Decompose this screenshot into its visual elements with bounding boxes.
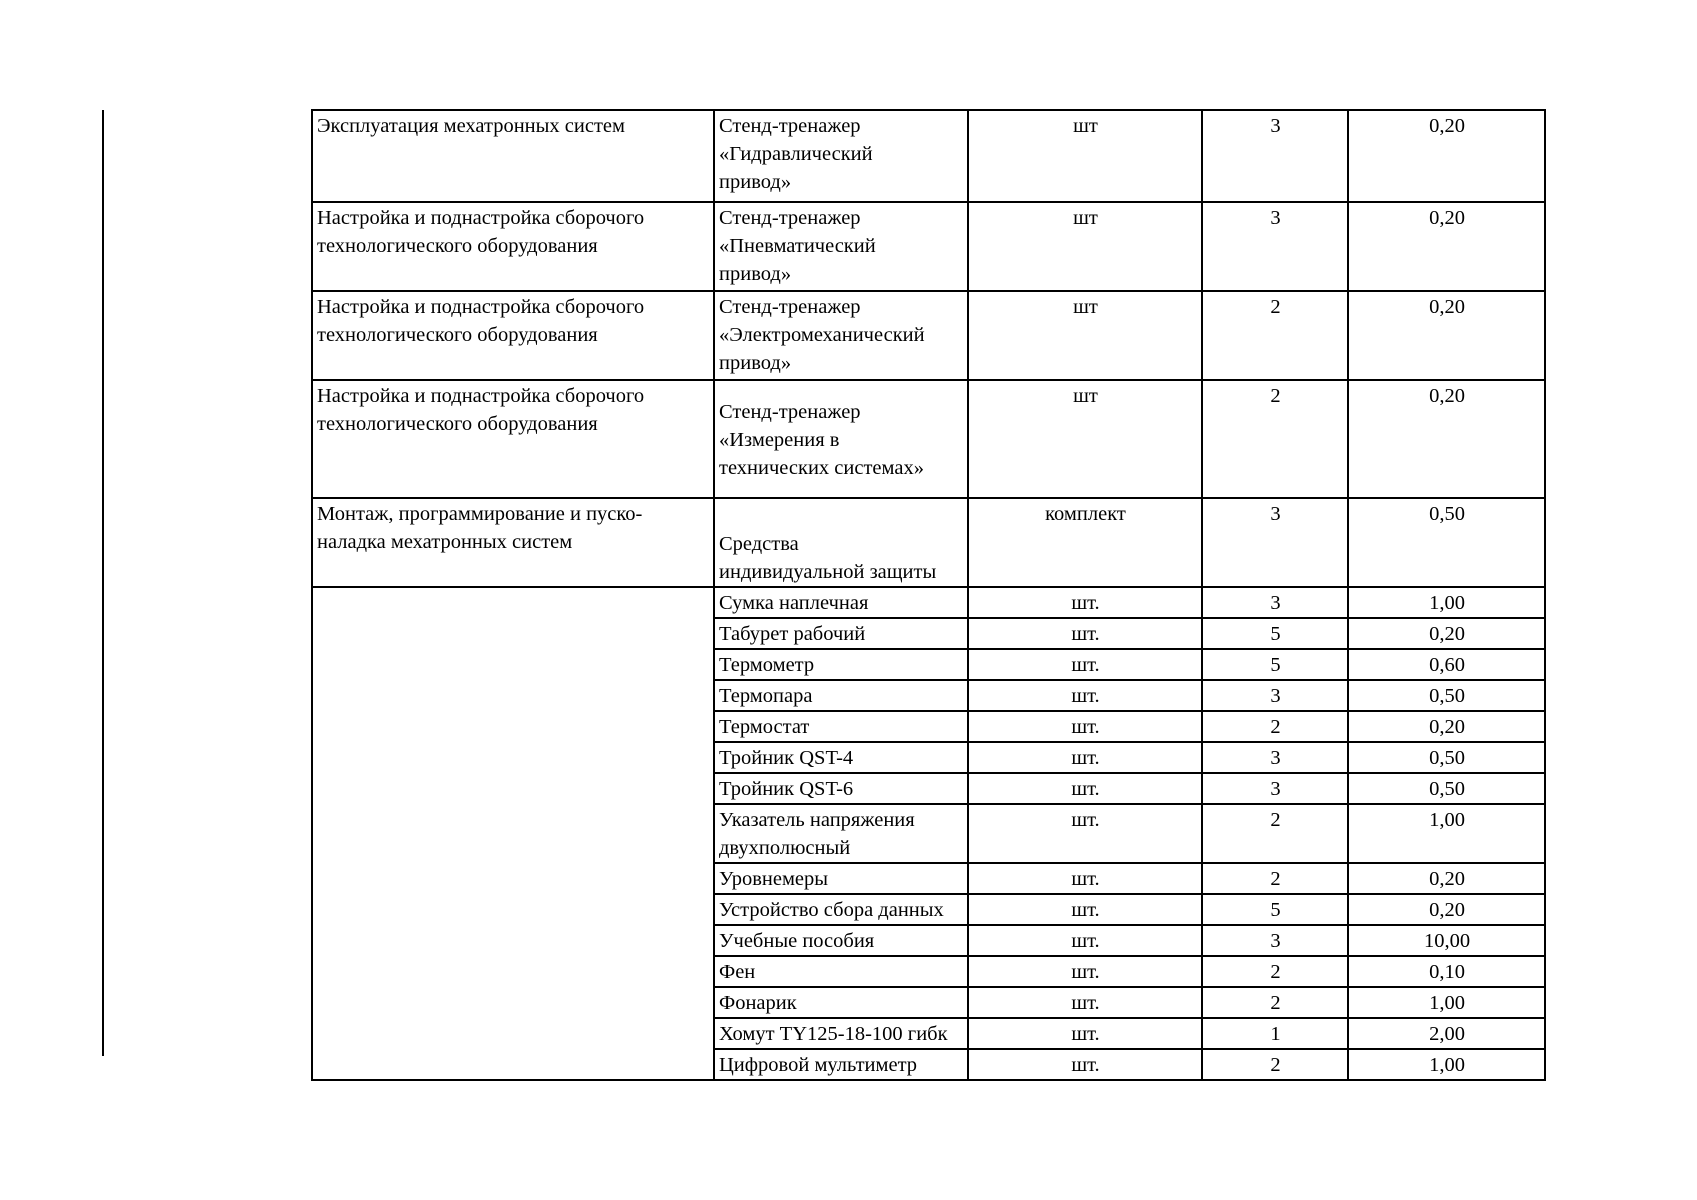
unit-cell: шт. — [968, 742, 1202, 773]
norm-cell: 1,00 — [1348, 1049, 1545, 1080]
item-line: «Пневматический — [719, 235, 876, 257]
item-cell — [714, 202, 968, 291]
item-name-cell: Тройник QST-6 — [714, 773, 968, 804]
table-row — [312, 291, 1545, 380]
unit-cell: шт. — [968, 956, 1202, 987]
item-name-cell: Термостат — [714, 711, 968, 742]
qty-cell: 5 — [1202, 649, 1348, 680]
qty-cell: 3 — [1202, 110, 1348, 202]
section-cell — [312, 110, 714, 202]
item-line: Средства — [719, 533, 799, 555]
item-line: индивидуальной защиты — [719, 561, 937, 583]
qty-cell: 2 — [1202, 804, 1348, 863]
unit-cell: шт. — [968, 649, 1202, 680]
norm-cell: 1,00 — [1348, 987, 1545, 1018]
item-cell — [714, 498, 968, 587]
qty-cell: 2 — [1202, 291, 1348, 380]
item-name-cell: Устройство сбора данных — [714, 894, 968, 925]
empty-section-cell — [312, 587, 714, 1080]
qty-cell: 3 — [1202, 742, 1348, 773]
qty-cell: 3 — [1202, 202, 1348, 291]
unit-cell: шт. — [968, 618, 1202, 649]
item-line: «Электромеханический — [719, 324, 925, 346]
item-name-cell: Фонарик — [714, 987, 968, 1018]
norm-cell: 0,10 — [1348, 956, 1545, 987]
section-line: Настройка и поднастройка сборочого — [317, 385, 645, 407]
unit-cell: шт. — [968, 987, 1202, 1018]
item-name-cell: Сумка наплечная — [714, 587, 968, 618]
item-line: привод» — [719, 263, 792, 285]
unit-cell: шт — [968, 110, 1202, 202]
norm-cell: 0,50 — [1348, 742, 1545, 773]
item-line: Стенд-тренажер — [719, 207, 861, 229]
unit-cell: шт. — [968, 894, 1202, 925]
table-row — [312, 202, 1545, 291]
section-cell — [312, 498, 714, 587]
qty-cell: 1 — [1202, 1018, 1348, 1049]
qty-cell: 3 — [1202, 680, 1348, 711]
item-name-cell: Термопара — [714, 680, 968, 711]
norm-cell: 0,20 — [1348, 618, 1545, 649]
section-line: Настройка и поднастройка сборочого — [317, 296, 645, 318]
norm-cell: 0,20 — [1348, 110, 1545, 202]
norm-cell: 2,00 — [1348, 1018, 1545, 1049]
section-line: технологического оборудования — [317, 235, 598, 257]
unit-cell: шт. — [968, 1018, 1202, 1049]
norm-cell: 1,00 — [1348, 587, 1545, 618]
norm-cell: 0,20 — [1348, 291, 1545, 380]
item-line: «Гидравлический — [719, 143, 873, 165]
table-row — [312, 498, 1545, 587]
table-row — [312, 380, 1545, 498]
qty-cell: 2 — [1202, 711, 1348, 742]
qty-cell: 2 — [1202, 1049, 1348, 1080]
qty-cell: 2 — [1202, 863, 1348, 894]
item-line: «Измерения в — [719, 428, 840, 451]
qty-cell: 2 — [1202, 987, 1348, 1018]
qty-cell: 5 — [1202, 894, 1348, 925]
equipment-table — [311, 109, 1546, 1081]
section-cell — [312, 380, 714, 498]
norm-cell: 0,20 — [1348, 863, 1545, 894]
item-line: технических системах» — [719, 456, 924, 479]
norm-cell: 0,50 — [1348, 680, 1545, 711]
qty-cell: 3 — [1202, 773, 1348, 804]
unit-cell: шт. — [968, 863, 1202, 894]
item-name-cell: Термометр — [714, 649, 968, 680]
item-name-cell: Тройник QST-4 — [714, 742, 968, 773]
section-cell — [312, 291, 714, 380]
unit-cell: шт. — [968, 680, 1202, 711]
unit-cell: шт — [968, 202, 1202, 291]
unit-cell: шт — [968, 291, 1202, 380]
norm-cell: 0,60 — [1348, 649, 1545, 680]
norm-cell: 1,00 — [1348, 804, 1545, 863]
item-cell — [714, 291, 968, 380]
section-line: наладка мехатронных систем — [317, 531, 573, 553]
norm-cell: 0,50 — [1348, 773, 1545, 804]
unit-cell: шт — [968, 380, 1202, 498]
unit-cell: шт. — [968, 804, 1202, 863]
section-cell — [312, 202, 714, 291]
item-name-cell: Учебные пособия — [714, 925, 968, 956]
qty-cell: 3 — [1202, 498, 1348, 587]
item-cell — [714, 380, 968, 498]
unit-cell: шт. — [968, 711, 1202, 742]
unit-cell: комплект — [968, 498, 1202, 587]
item-line: Стенд-тренажер — [719, 400, 861, 423]
page-margin-line — [102, 110, 104, 1056]
item-line: привод» — [719, 352, 792, 374]
qty-cell: 3 — [1202, 925, 1348, 956]
section-line: технологического оборудования — [317, 413, 598, 435]
item-name-cell: Табурет рабочий — [714, 618, 968, 649]
table-row — [312, 110, 1545, 202]
table-row — [312, 587, 1545, 618]
item-line: Стенд-тренажер — [719, 115, 861, 137]
item-name-cell — [714, 804, 968, 863]
item-name-cell: Фен — [714, 956, 968, 987]
item-line: Стенд-тренажер — [719, 296, 861, 318]
norm-cell: 0,20 — [1348, 202, 1545, 291]
item-line: двухполюсный — [719, 837, 851, 859]
norm-cell: 0,20 — [1348, 380, 1545, 498]
item-cell — [714, 110, 968, 202]
unit-cell: шт. — [968, 587, 1202, 618]
qty-cell: 2 — [1202, 380, 1348, 498]
section-line: Монтаж, программирование и пуско- — [317, 503, 643, 525]
qty-cell: 2 — [1202, 956, 1348, 987]
section-line: Эксплуатация мехатронных систем — [317, 115, 625, 137]
norm-cell: 0,20 — [1348, 894, 1545, 925]
norm-cell: 0,20 — [1348, 711, 1545, 742]
section-line: Настройка и поднастройка сборочого — [317, 207, 645, 229]
item-name-cell: Хомут TY125-18-100 гибк — [714, 1018, 968, 1049]
section-line: технологического оборудования — [317, 324, 598, 346]
unit-cell: шт. — [968, 925, 1202, 956]
norm-cell: 10,00 — [1348, 925, 1545, 956]
qty-cell: 5 — [1202, 618, 1348, 649]
item-name-cell: Уровнемеры — [714, 863, 968, 894]
item-line: привод» — [719, 171, 792, 193]
unit-cell: шт. — [968, 773, 1202, 804]
item-name-cell: Цифровой мультиметр — [714, 1049, 968, 1080]
qty-cell: 3 — [1202, 587, 1348, 618]
item-line: Указатель напряжения — [719, 809, 915, 831]
norm-cell: 0,50 — [1348, 498, 1545, 587]
unit-cell: шт. — [968, 1049, 1202, 1080]
